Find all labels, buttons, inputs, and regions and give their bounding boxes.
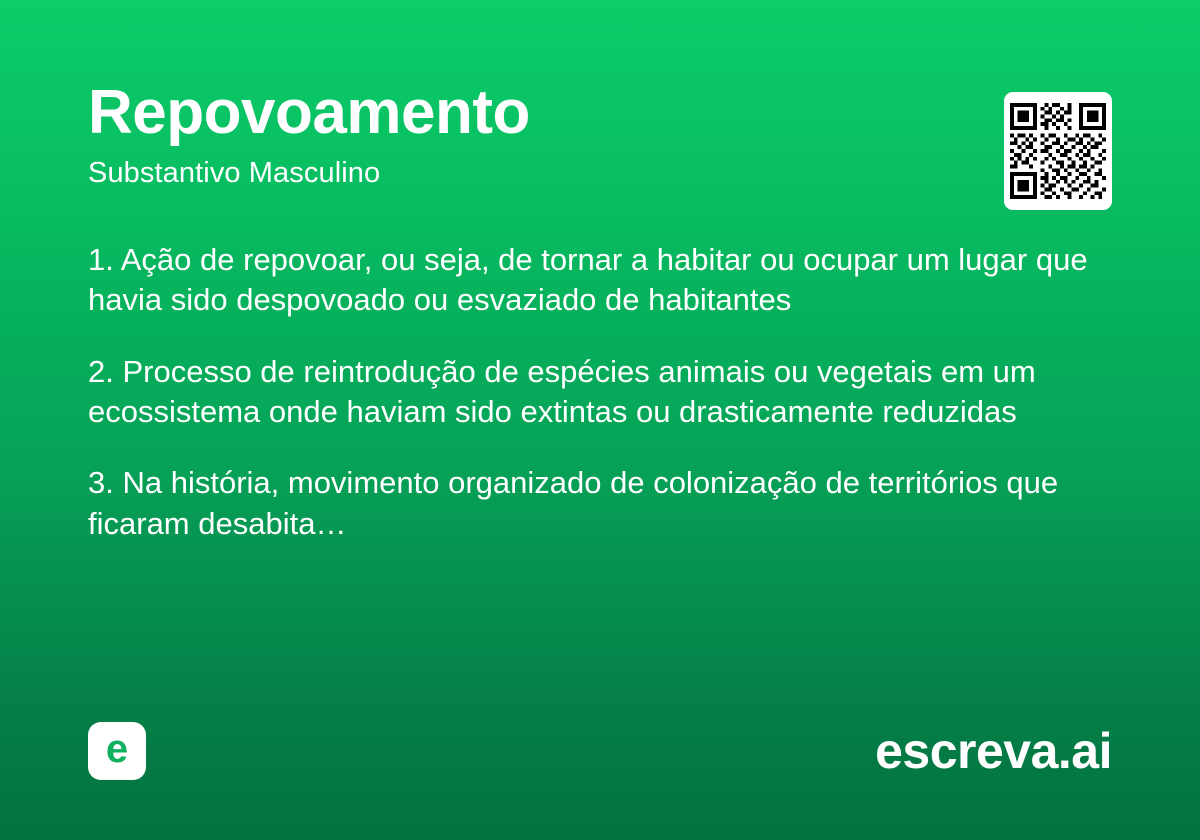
definition-item: 2. Processo de reintrodução de espécies animais ou vegetais em um ecossistema onde haviam sido extintas ou drasticamente reduzidas [88,353,1036,429]
word-title: Repovoamento [88,78,530,147]
entry-content [88,80,1112,544]
escreva-logo-icon [88,722,146,780]
logo-letter: e [105,727,129,771]
definition-item: 1. Ação de repovoar, ou seja, de tornar a habitar ou ocupar um lugar que havia sido despovoado ou esvaziado de habitantes [88,242,1088,318]
definition-list [88,240,1098,544]
part-of-speech: Substantivo Masculino [88,157,381,190]
definition-item: 3. Na história, movimento organizado de colonização de territórios que ficaram desabita… [88,465,1059,541]
card-footer [88,722,1112,780]
brand-name: escreva.ai [875,723,1112,779]
